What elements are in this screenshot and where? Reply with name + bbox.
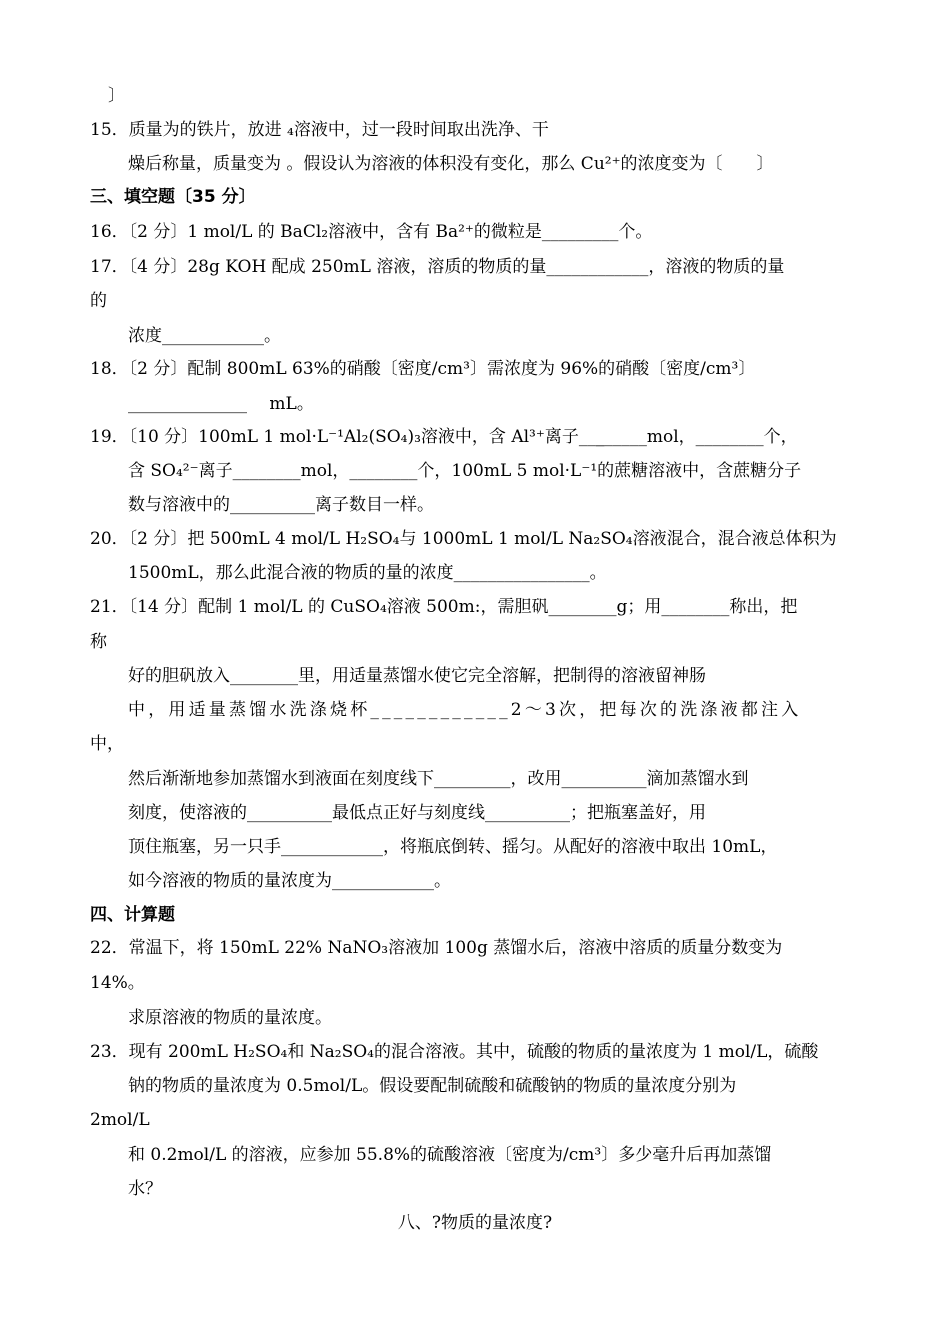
text-line: 数与溶液中的__________离子数目一样。 xyxy=(128,495,434,515)
text-line: 然后渐渐地参加蒸馏水到液面在刻度线下_________，改用__________滴加蒸馏水到 xyxy=(128,769,749,789)
text-line: 中， xyxy=(90,734,124,754)
text-line: 的 xyxy=(90,291,107,311)
text-line: 好的胆矾放入________里，用适量蒸馏水使它完全溶解，把制得的溶液留神肠 xyxy=(128,666,706,686)
text-line: 14%。 xyxy=(90,973,145,993)
text-line: 称 xyxy=(90,632,107,652)
text-line: 如今溶液的物质的量浓度为____________。 xyxy=(128,871,451,891)
text-line: 浓度____________。 xyxy=(128,326,281,346)
text-line: 水？ xyxy=(128,1179,162,1199)
section-heading-calculation: 四、计算题 xyxy=(90,905,175,925)
question-15: 15．质量为的铁片，放进 ₄溶液中，过一段时间取出洗净、干 xyxy=(90,120,549,140)
question-23: 23．现有 200mL H₂SO₄和 Na₂SO₄的混合溶液。其中，硫酸的物质的量浓度为 1 mol/L，硫酸 xyxy=(90,1042,819,1062)
text-line: 钠的物质的量浓度为 0.5mol/L。假设要配制硫酸和硫酸钠的物质的量浓度分别为 xyxy=(128,1076,737,1096)
question-21: 21．〔14 分〕配制 1 mol/L 的 CuSO₄溶液 500m:，需胆矾________g；用________称出，把 xyxy=(90,597,798,617)
question-20: 20．〔2 分〕把 500mL 4 mol/L H₂SO₄与 1000mL 1 mol/L Na₂SO₄溶液混合，混合液总体积为 xyxy=(90,529,837,549)
section-heading-fill-in: 三、填空题〔35 分〕 xyxy=(90,187,256,207)
question-18: 18．〔2 分〕配制 800mL 63%的硝酸〔密度/cm³〕需浓度为 96%的硝酸〔密度/cm³〕 xyxy=(90,359,756,379)
question-17: 17．〔4 分〕28g KOH 配成 250mL 溶液，溶质的物质的量____________，溶液的物质的量 xyxy=(90,257,785,277)
question-22: 22．常温下，将 150mL 22% NaNO₃溶液加 100g 蒸馏水后，溶液中溶质的质量分数变为 xyxy=(90,938,783,958)
text-line: 求原溶液的物质的量浓度。 xyxy=(128,1008,332,1028)
text-line: 燥后称量，质量变为 。假设认为溶液的体积没有变化，那么 Cu²⁺的浓度变为〔 〕 xyxy=(128,154,774,174)
text-line: 含 SO₄²⁻离子________mol，________个，100mL 5 mol·L⁻¹的蔗糖溶液中，含蔗糖分子 xyxy=(128,461,802,481)
text-line: 〕 xyxy=(108,86,125,106)
text-line: ______________ mL。 xyxy=(128,394,314,414)
question-19: 19．〔10 分〕100mL 1 mol·L⁻¹Al₂(SO₄)₃溶液中，含 Al³⁺离子___̲_____mol，________个， xyxy=(90,427,798,447)
text-line: 2mol/L xyxy=(90,1110,150,1130)
question-16: 16．〔2 分〕1 mol/L 的 BaCl₂溶液中，含有 Ba²⁺的微粒是_________个。 xyxy=(90,222,653,242)
text-line: 中，用适量蒸馏水洗涤烧杯____________2～3次，把每次的洗涤液都注入 xyxy=(128,700,802,720)
chapter-title: 八、?物质的量浓度? xyxy=(397,1213,553,1233)
text-line: 顶住瓶塞，另一只手____________，将瓶底倒转、摇匀。从配好的溶液中取出 10mL， xyxy=(128,837,778,857)
text-line: 和 0.2mol/L 的溶液，应参加 55.8%的硫酸溶液〔密度为/cm³〕多少毫升后再加蒸馏 xyxy=(128,1145,772,1165)
text-line: 刻度，使溶液的__________最低点正好与刻度线__________；把瓶塞盖好，用 xyxy=(128,803,706,823)
text-line: 1500mL，那么此混合液的物质的量的浓度________________。 xyxy=(128,563,607,583)
